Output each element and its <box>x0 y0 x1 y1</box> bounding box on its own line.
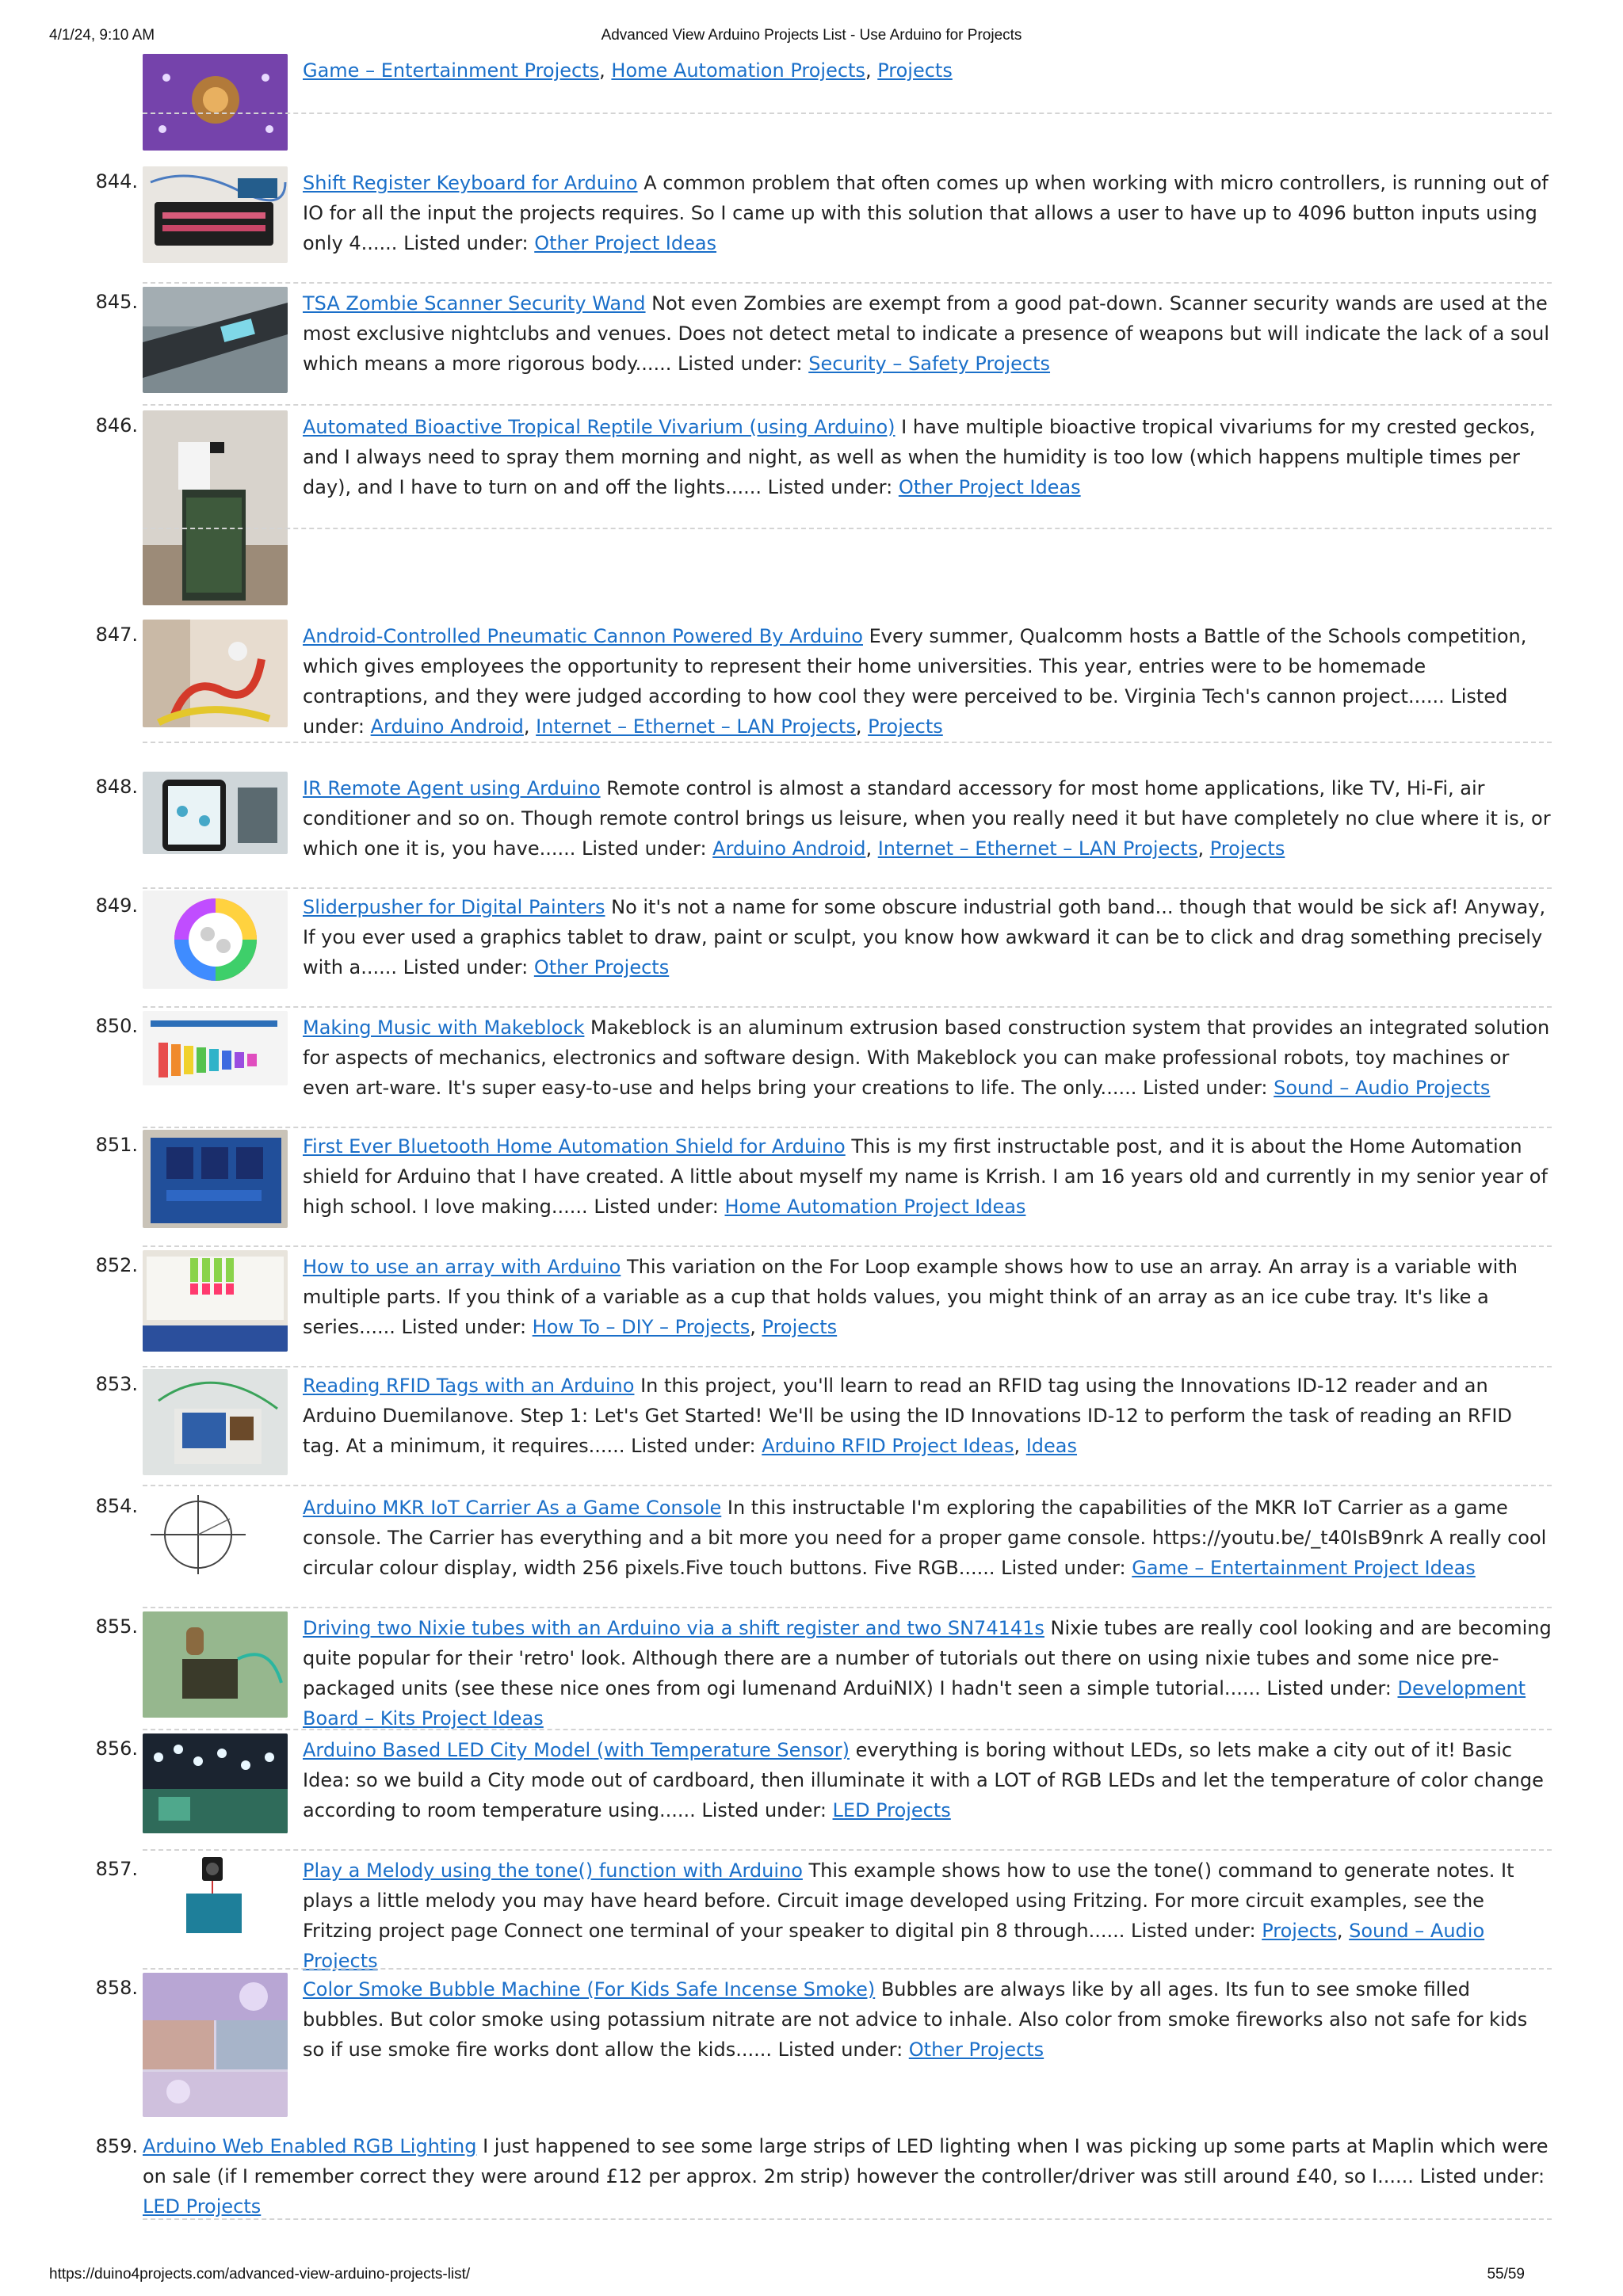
project-description: I just happened to see some large strips of LED lighting when I was picking up some parts at Maplin which were on sale (if I remember correct they were around £12 per approx. 2m strip) however the controller/driver was still around £40, so I...... <box>143 2135 1549 2187</box>
entry-categories <box>534 956 669 978</box>
project-thumbnail[interactable] <box>143 1973 288 2117</box>
listed-under-label: Listed under: <box>671 353 809 375</box>
project-description: I have multiple bioactive tropical vivariums for my crested geckos, and I always need to spray them morning and night, as well as when the humidity is too low (which happens multiple times per day), and I have to turn on and off the lights...... <box>303 416 1536 498</box>
listed-under-label: Listed under: <box>397 232 535 254</box>
category-link[interactable]: Ideas <box>1025 1435 1078 1457</box>
listed-under-label: Listed under: <box>587 1196 725 1218</box>
project-title-link[interactable]: Shift Register Keyboard for Arduino <box>303 172 638 194</box>
entry-categories <box>143 2195 261 2218</box>
separator <box>143 528 1552 529</box>
entry-text <box>303 1252 1553 1342</box>
entry-number: 858. <box>95 1977 138 1999</box>
category-link[interactable]: Other Projects <box>533 956 670 978</box>
entry-categories <box>303 59 953 82</box>
category-link[interactable]: LED Projects <box>143 2195 262 2218</box>
separator <box>143 1006 1552 1008</box>
project-description: Makeblock is an aluminum extrusion based construction system that provides an integrated solution for aspects of mechanics, electronics and software design. With Makeblock you can make professional robots, toy machines or even art-ware. It's super easy-to-use and helps bring your creations to life. The only...... <box>303 1016 1550 1099</box>
project-description: A common problem that often comes up when working with micro controllers, is running out of IO for all the input the projects requires. So I came up with this solution that allows a user to have up to 4096 button inputs using only 4...... <box>303 172 1549 254</box>
entry-number: 846. <box>95 414 138 437</box>
category-link[interactable]: Home Automation Projects <box>611 59 865 82</box>
project-thumbnail[interactable] <box>143 1733 288 1833</box>
entry-number: 855. <box>95 1615 138 1638</box>
entry-categories <box>833 1799 951 1821</box>
print-header <box>49 27 1574 51</box>
entry-number: 847. <box>95 624 138 646</box>
entry-text <box>303 1013 1553 1103</box>
category-separator: , <box>1197 837 1210 860</box>
entry-number: 845. <box>95 291 138 313</box>
entry-text <box>303 1613 1553 1733</box>
entry-text <box>303 1855 1553 1976</box>
listed-under-label: Listed under: <box>397 956 534 978</box>
category-link[interactable]: Game – Entertainment Project Ideas <box>1132 1557 1476 1579</box>
project-description: This example shows how to use the tone() command to generate notes. It plays a little melody you may have heard before. Circuit image developed using Fritzing. For more circuit examples, see the Fritzing project page Connect one terminal of your speaker to digital pin 8 through...... <box>303 1859 1514 1942</box>
category-link[interactable]: LED Projects <box>832 1799 951 1821</box>
entry-text <box>143 2131 1553 2222</box>
separator <box>143 1366 1552 1367</box>
project-description: This is my first instructable post, and it is about the Home Automation shield for Arduino that I have created. A little about myself my name is Krrish. I am 16 years old and currently in my senior year of high school. I love making...... <box>303 1135 1548 1218</box>
category-link[interactable]: Arduino Android <box>712 837 866 860</box>
project-description: No it's not a name for some obscure industrial goth band... though that would be sick af! Anyway, If you ever used a graphics tablet to draw, paint or sculpt, you know how awkward it can be to click and drag something precisely with a...... <box>303 896 1546 978</box>
project-thumbnail[interactable] <box>143 1011 288 1085</box>
entry-number: 844. <box>95 170 138 193</box>
project-thumbnail[interactable] <box>143 1250 288 1352</box>
project-title-link[interactable]: Making Music with Makeblock <box>303 1016 585 1039</box>
project-description: everything is boring without LEDs, so lets make a city out of it! Basic Idea: so we build a City mode out of cardboard, then illuminate it with a LOT of RGB LEDs and let the temperature of color change according to room temperature using...... <box>303 1739 1544 1821</box>
project-thumbnail[interactable] <box>143 891 288 989</box>
category-link[interactable]: Projects <box>1262 1920 1337 1942</box>
entry-text <box>303 621 1553 742</box>
entry-number: 857. <box>95 1858 138 1880</box>
category-link[interactable]: Game – Entertainment Projects <box>303 59 600 82</box>
entry-text <box>303 1131 1553 1222</box>
project-thumbnail[interactable] <box>143 772 288 854</box>
category-link[interactable]: Projects <box>868 715 943 738</box>
project-title-link[interactable]: How to use an array with Arduino <box>303 1256 621 1278</box>
entry-text <box>303 892 1553 982</box>
category-link[interactable]: Sound – Audio Projects <box>1274 1077 1491 1099</box>
project-thumbnail[interactable] <box>143 166 288 263</box>
entry-categories <box>371 715 943 738</box>
entry-categories <box>1274 1077 1490 1099</box>
project-description: Nixie tubes are really cool looking and are becoming quite popular for their 'retro' look. Although there are a number of tutorials out there on using nixie tubes and some nice pre-packaged units (see these nice ones from ogi lumenand ArduiNIX) I hadn't seen a simple tutorial...... <box>303 1617 1552 1699</box>
entry-text <box>303 1735 1553 1825</box>
project-title-link[interactable]: Android-Controlled Pneumatic Cannon Powered By Arduino <box>303 625 863 647</box>
entry-number: 848. <box>95 776 138 798</box>
category-separator: , <box>865 837 878 860</box>
category-link[interactable]: Arduino RFID Project Ideas <box>762 1435 1014 1457</box>
project-description: Every summer, Qualcomm hosts a Battle of the Schools competition, which gives employees the opportunity to represent their home universities. This year, entries were to be homemade contraptions, and they were judged according to how cool they were perceived to be. Virginia Tech's cannon project...... <box>303 625 1527 707</box>
category-link[interactable]: Sound – Audio Projects <box>303 1920 1485 1972</box>
page-number: 55/59 <box>1487 2266 1525 2283</box>
category-link[interactable]: Home Automation Project Ideas <box>724 1196 1026 1218</box>
category-separator: , <box>599 59 612 82</box>
project-title-link[interactable]: First Ever Bluetooth Home Automation Shield for Arduino <box>303 1135 846 1158</box>
entry-number: 853. <box>95 1373 138 1395</box>
category-link[interactable]: How To – DIY – Projects <box>532 1316 750 1338</box>
category-link[interactable]: Internet – Ethernet – LAN Projects <box>877 837 1198 860</box>
entry-text <box>303 168 1553 258</box>
entry-categories <box>534 232 716 254</box>
listed-under-label: Listed under: <box>395 1316 533 1338</box>
listed-under-label: Listed under: <box>995 1557 1132 1579</box>
listed-under-label: Listed under: <box>1125 1920 1262 1942</box>
entry-categories <box>808 353 1050 375</box>
project-description: Bubbles are always like by all ages. Its fun to see smoke filled bubbles. But color smoke using potassium nitrate are not advice to inhale. Also color from smoke fireworks also not safe for kids so if use smoke fire works dont allow the kids...... <box>303 1978 1528 2061</box>
entry-number: 850. <box>95 1015 138 1037</box>
project-thumbnail[interactable] <box>143 54 288 151</box>
entry-number: 852. <box>95 1254 138 1276</box>
project-title-link[interactable]: Play a Melody using the tone() function with Arduino <box>303 1859 803 1882</box>
project-title-link[interactable]: Arduino Web Enabled RGB Lighting <box>143 2135 477 2157</box>
entry-number: 849. <box>95 894 138 917</box>
category-link[interactable]: Projects <box>1209 837 1285 860</box>
entry-text <box>303 773 1553 864</box>
category-separator: , <box>1014 1435 1026 1457</box>
project-title-link[interactable]: Arduino Based LED City Model (with Temperature Sensor) <box>303 1739 850 1761</box>
entry-text <box>303 1371 1553 1461</box>
project-title-link[interactable]: TSA Zombie Scanner Security Wand <box>303 292 646 315</box>
entry-number: 859. <box>95 2135 138 2157</box>
category-link[interactable]: Development Board – Kits Project Ideas <box>303 1677 1526 1730</box>
project-thumbnail[interactable] <box>143 1854 288 1941</box>
print-url: https://duino4projects.com/advanced-view-arduino-projects-list/ <box>49 2266 471 2283</box>
separator <box>143 742 1552 743</box>
print-footer <box>49 2266 1574 2290</box>
category-separator: , <box>750 1316 762 1338</box>
separator <box>143 2218 1552 2220</box>
separator <box>143 1485 1552 1486</box>
category-link[interactable]: Security – Safety Projects <box>808 353 1051 375</box>
project-description: Remote control is almost a standard accessory for most home applications, like TV, Hi-Fi, air conditioner and so on. Though remote control brings us leisure, when you really need it but have completely no clue where it is, or which one it is, you have...... <box>303 777 1551 860</box>
separator <box>143 1607 1552 1608</box>
category-separator: , <box>855 715 869 738</box>
entry-categories <box>909 2039 1044 2061</box>
listed-under-label: Listed under: <box>1413 2165 1545 2187</box>
entry-categories <box>1132 1557 1476 1579</box>
project-title-link[interactable]: Sliderpusher for Digital Painters <box>303 896 605 918</box>
project-thumbnail[interactable] <box>143 1611 288 1718</box>
project-description: In this instructable I'm exploring the capabilities of the MKR IoT Carrier as a game console. The Carrier has everything and a bit more you need for a proper game console. https://youtu.be/_t40IsB9nrk A really cool circular colour display, width 256 pixels.Five touch buttons. Five RGB...... <box>303 1497 1547 1579</box>
separator <box>143 1849 1552 1851</box>
listed-under-label: Listed under: <box>771 2039 909 2061</box>
project-title-link[interactable]: Driving two Nixie tubes with an Arduino via a shift register and two SN74141s <box>303 1617 1044 1639</box>
project-thumbnail[interactable] <box>143 1369 288 1475</box>
entry-text <box>303 288 1553 379</box>
separator <box>143 887 1552 889</box>
listed-under-label: Listed under: <box>695 1799 833 1821</box>
entry-number: 854. <box>95 1495 138 1517</box>
category-separator: , <box>865 59 878 82</box>
category-link[interactable]: Projects <box>877 59 953 82</box>
category-separator: , <box>1336 1920 1350 1942</box>
entry-categories <box>762 1435 1077 1457</box>
project-thumbnail[interactable] <box>143 287 288 393</box>
entry-text <box>303 1493 1553 1583</box>
entry-categories <box>724 1196 1025 1218</box>
separator <box>143 1245 1552 1247</box>
category-link[interactable]: Other Projects <box>908 2039 1044 2061</box>
entry-text <box>303 1974 1553 2065</box>
separator <box>143 113 1552 114</box>
listed-under-label: Listed under: <box>1260 1677 1398 1699</box>
category-link[interactable]: Projects <box>762 1316 838 1338</box>
entry-categories <box>712 837 1285 860</box>
entry-text <box>303 55 1553 86</box>
entry-text <box>303 412 1553 502</box>
entry-categories <box>533 1316 838 1338</box>
category-link[interactable]: Other Project Ideas <box>534 232 717 254</box>
category-link[interactable]: Internet – Ethernet – LAN Projects <box>536 715 856 738</box>
listed-under-label: Listed under: <box>624 1435 762 1457</box>
entry-number: 856. <box>95 1737 138 1760</box>
entry-categories <box>899 476 1081 498</box>
separator <box>143 282 1552 284</box>
project-description: In this project, you'll learn to read an RFID tag using the Innovations ID-12 reader and an Arduino Duemilanove. Step 1: Let's Get Started! We'll be using the ID Innovations ID-12 to perform the task of reading an RFID tag. At a minimum, it requires...... <box>303 1375 1512 1457</box>
project-description: Not even Zombies are exempt from a good pat-down. Scanner security wands are used at the most exclusive nightclubs and venues. Does not detect metal to indicate a presence of weapons but will indicate the lack of a soul which means a more rigorous body...... <box>303 292 1550 375</box>
listed-under-label: Listed under: <box>303 685 1508 738</box>
project-title-link[interactable]: Reading RFID Tags with an Arduino <box>303 1375 635 1397</box>
project-thumbnail[interactable] <box>143 1491 288 1578</box>
separator <box>143 1127 1552 1128</box>
project-thumbnail[interactable] <box>143 620 288 727</box>
separator <box>143 1968 1552 1970</box>
project-thumbnail[interactable] <box>143 410 288 605</box>
separator <box>143 1729 1552 1730</box>
project-thumbnail[interactable] <box>143 1130 288 1228</box>
category-link[interactable]: Other Project Ideas <box>898 476 1081 498</box>
listed-under-label: Listed under: <box>762 476 899 498</box>
project-title-link[interactable]: Arduino MKR IoT Carrier As a Game Console <box>303 1497 722 1519</box>
category-link[interactable]: Arduino Android <box>370 715 524 738</box>
print-page-title: Advanced View Arduino Projects List - Use Arduino for Projects <box>601 27 1022 44</box>
separator <box>143 404 1552 406</box>
project-title-link[interactable]: Automated Bioactive Tropical Reptile Vivarium (using Arduino) <box>303 416 896 438</box>
project-title-link[interactable]: IR Remote Agent using Arduino <box>303 777 601 799</box>
project-description: This variation on the For Loop example shows how to use an array. An array is a variable with multiple parts. If you think of a variable as a cup that holds values, you might think of an array as an ice cube tray. It's like a series...... <box>303 1256 1518 1338</box>
listed-under-label: Listed under: <box>575 837 713 860</box>
project-title-link[interactable]: Color Smoke Bubble Machine (For Kids Safe Incense Smoke) <box>303 1978 876 2000</box>
category-separator: , <box>523 715 537 738</box>
listed-under-label: Listed under: <box>1136 1077 1274 1099</box>
entry-number: 851. <box>95 1134 138 1156</box>
print-datetime: 4/1/24, 9:10 AM <box>49 27 155 44</box>
